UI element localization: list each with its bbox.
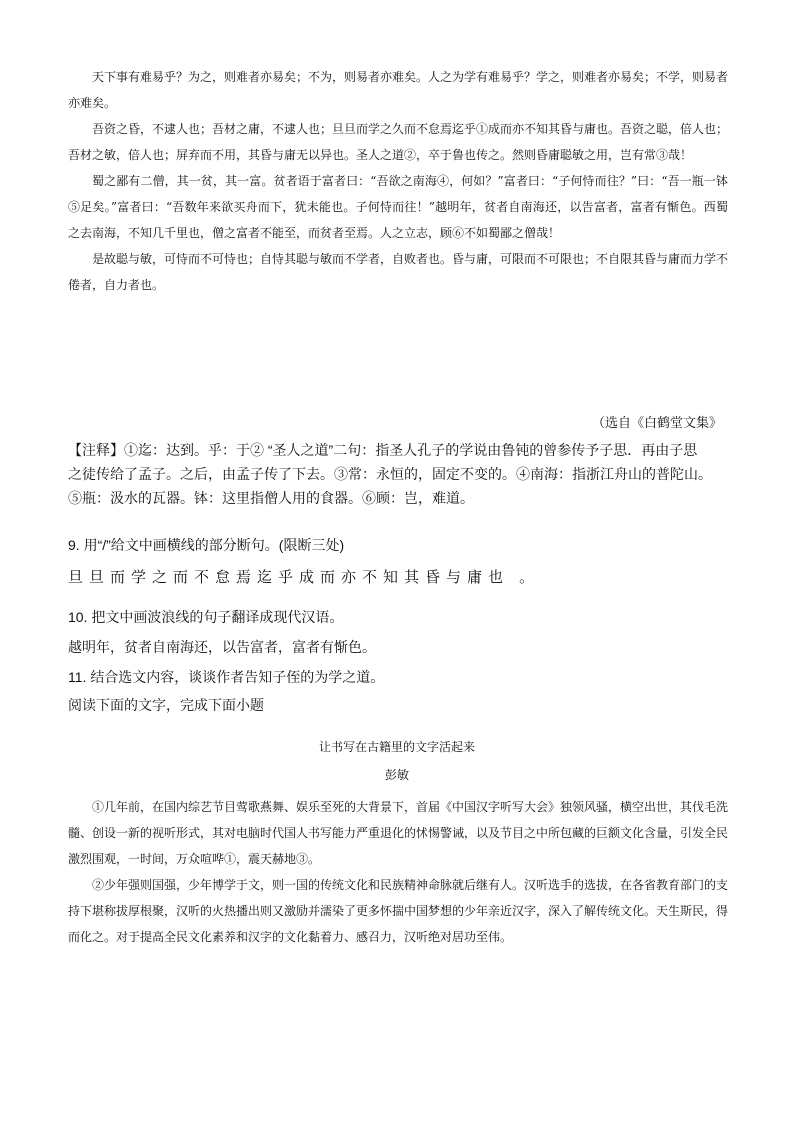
classical-passage [68, 64, 728, 298]
question-9-text-block [68, 567, 728, 589]
annotation-line-1: 【注释】①迄：达到。乎：于② “圣人之道”二句：指圣人孔子的学说由鲁钝的曾参传予子思．再由子思 [68, 442, 698, 458]
question-11-prompt: 11. 结合选文内容，谈谈作者告知子侄的为学之道。 [68, 669, 385, 685]
passage-paragraph-2: 吾资之昏，不逮人也；吾材之庸，不逮人也；旦旦而学之久而不怠焉迄乎①成而亦不知其昏与庸也。吾资之聪，倍人也；吾材之敏，倍人也；屏弃而不用，其昏与庸无以异也。圣人之道②，卒于鲁也传之。然则昏庸聪敏之用，岂有常③哉！ [68, 122, 729, 162]
question-10-prompt: 10. 把文中画波浪线的句子翻译成现代汉语。 [68, 609, 344, 625]
question-9-sentence: 旦旦而学之而不怠焉迄乎成而亦不知其昏与庸也 。 [68, 569, 541, 586]
passage-paragraph-1: 天下事有难易乎？为之，则难者亦易矣；不为，则易者亦难矣。人之为学有难易乎？学之，则难者亦易矣；不学，则易者亦难矣。 [68, 70, 729, 110]
question-10 [68, 606, 728, 716]
passage-paragraph-3: 蜀之鄙有二僧，其一贫，其一富。贫者语于富者曰：“吾欲之南海④，何如？”富者曰：“子何恃而往？”曰：“吾一瓶一钵⑤足矣。”富者曰：“吾数年来欲买舟而下，犹未能也。子何恃而往！”越明年，贫者自南海还，以告富者，富者有惭色。西蜀之去南海，不知几千里也，僧之富者不能至，而贫者至焉。人之立志，顾⑥不如蜀鄙之僧哉！ [68, 174, 728, 240]
annotation-line-3: ⑤瓶：汲水的瓦器。钵：这里指僧人用的食器。⑥顾：岂，难道。 [68, 490, 474, 506]
article-author: 彭敏 [384, 768, 409, 782]
reading-instruction: 阅读下面的文字，完成下面小题 [68, 697, 264, 713]
modern-article [68, 794, 728, 950]
question-10-sentence: 越明年，贫者自南海还，以告富者，富者有惭色。 [68, 639, 376, 655]
annotation-line-2: 之徒传给了孟子。之后，由孟子传了下去。③常：永恒的，固定不变的。④南海：指浙江舟山的普陀山。 [68, 466, 712, 482]
question-9-prompt: 9. 用“/”给文中画横线的部分断句。(限断三处) [68, 537, 345, 553]
question-9 [68, 534, 728, 556]
article-paragraph-1: ①几年前，在国内综艺节目莺歌燕舞、娱乐至死的大背景下，首届《中国汉字听写大会》独领风骚，横空出世，其伐毛洗髓、创设一新的视听形式，其对电脑时代国人书写能力严重退化的怵惕警诫，以及节目之中所包藏的巨额文化含量，引发全民激烈围观，一时间，万众喧哗①，震天赫地③。 [68, 800, 729, 866]
passage-source: （选自《白鹤堂文集》 [591, 415, 722, 430]
article-paragraph-2: ②少年强则国强，少年博学于文，则一国的传统文化和民族精神命脉就后继有人。汉听选手的选拔，在各省教育部门的支持下堪称拔厚根聚，汉听的火热播出则又激励并濡染了更多怀揣中国梦想的少年亲近汉字，深入了解传统文化。天生斯民，得而化之。对于提高全民文化素养和汉字的文化黏着力、感召力，汉听绝对居功至伟。 [68, 878, 729, 944]
passage-paragraph-4: 是故聪与敏，可恃而不可恃也；自恃其聪与敏而不学者，自败者也。昏与庸，可限而不可限也；不自限其昏与庸而力学不倦者，自力者也。 [68, 252, 729, 292]
article-title: 让书写在古籍里的文字活起来 [318, 740, 475, 754]
annotations [68, 438, 728, 510]
